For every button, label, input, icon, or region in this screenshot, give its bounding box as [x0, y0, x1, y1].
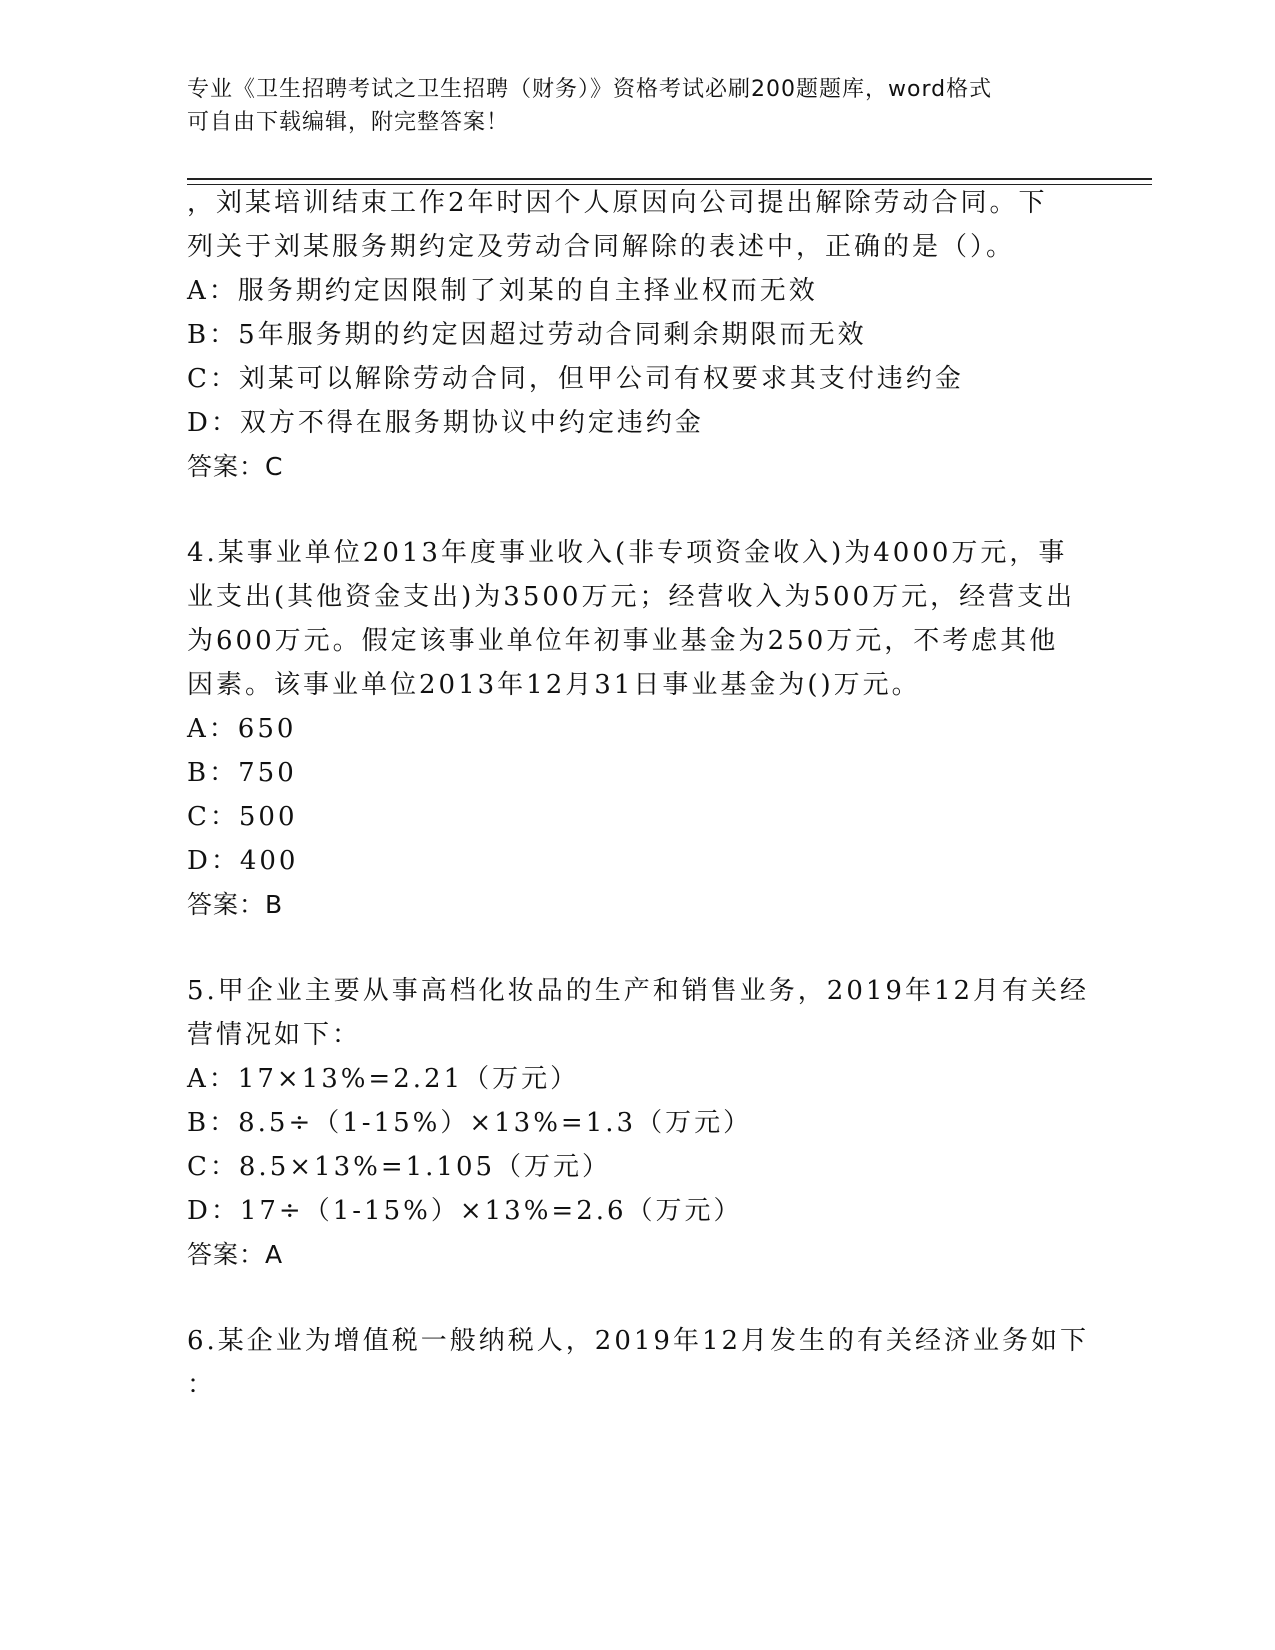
option-d: D：400 [187, 846, 299, 876]
header-line-1: 专业《卫生招聘考试之卫生招聘（财务）》资格考试必刷200题题库，word格式 [187, 77, 993, 102]
option-d: D：双方不得在服务期协议中约定违约金 [187, 408, 704, 438]
option-c: C：500 [187, 802, 298, 832]
question-stem-line: 业支出(其他资金支出)为3500万元；经营收入为500万元，经营支出 [187, 582, 1076, 612]
option-a: A：650 [187, 714, 297, 744]
header-divider-thin [187, 184, 1152, 185]
option-b: B：750 [187, 758, 297, 788]
option-a: A：17×13%=2.21（万元） [187, 1064, 580, 1094]
document-header [187, 73, 1067, 139]
option-c: C：8.5×13%=1.105（万元） [187, 1152, 612, 1182]
question-stem-line: 因素。该事业单位2013年12月31日事业基金为()万元。 [187, 670, 921, 700]
option-a: A：服务期约定因限制了刘某的自主择业权而无效 [187, 276, 818, 306]
option-b: B：5年服务期的约定因超过劳动合同剩余期限而无效 [187, 320, 867, 350]
answer-label: 答案：C [187, 452, 284, 481]
option-c: C：刘某可以解除劳动合同，但甲公司有权要求其支付违约金 [187, 364, 964, 394]
question-stem-line: 6.某企业为增值税一般纳税人，2019年12月发生的有关经济业务如下 [187, 1326, 1090, 1356]
option-d: D：17÷（1-15%）×13%=2.6（万元） [187, 1196, 743, 1226]
question-stem-line: 为600万元。假定该事业单位年初事业基金为250万元，不考虑其他 [187, 626, 1059, 656]
question-stem-line: 营情况如下： [187, 1020, 362, 1050]
question-stem-line: 5.甲企业主要从事高档化妆品的生产和销售业务，2019年12月有关经 [187, 976, 1090, 1006]
header-divider-thick [187, 178, 1152, 180]
answer-label: 答案：B [187, 890, 284, 919]
question-stem-line: 4.某事业单位2013年度事业收入(非专项资金收入)为4000万元，事 [187, 538, 1068, 568]
question-stem-line: ： [187, 1370, 217, 1400]
answer-label: 答案：A [187, 1240, 284, 1269]
question-stem-line: 列关于刘某服务期约定及劳动合同解除的表述中，正确的是（）。 [187, 232, 1016, 262]
option-b: B：8.5÷（1-15%）×13%=1.3（万元） [187, 1108, 753, 1138]
question-stem-line: ，刘某培训结束工作2年时因个人原因向公司提出解除劳动合同。下 [187, 188, 1048, 218]
header-line-2: 可自由下载编辑，附完整答案！ [187, 110, 510, 135]
